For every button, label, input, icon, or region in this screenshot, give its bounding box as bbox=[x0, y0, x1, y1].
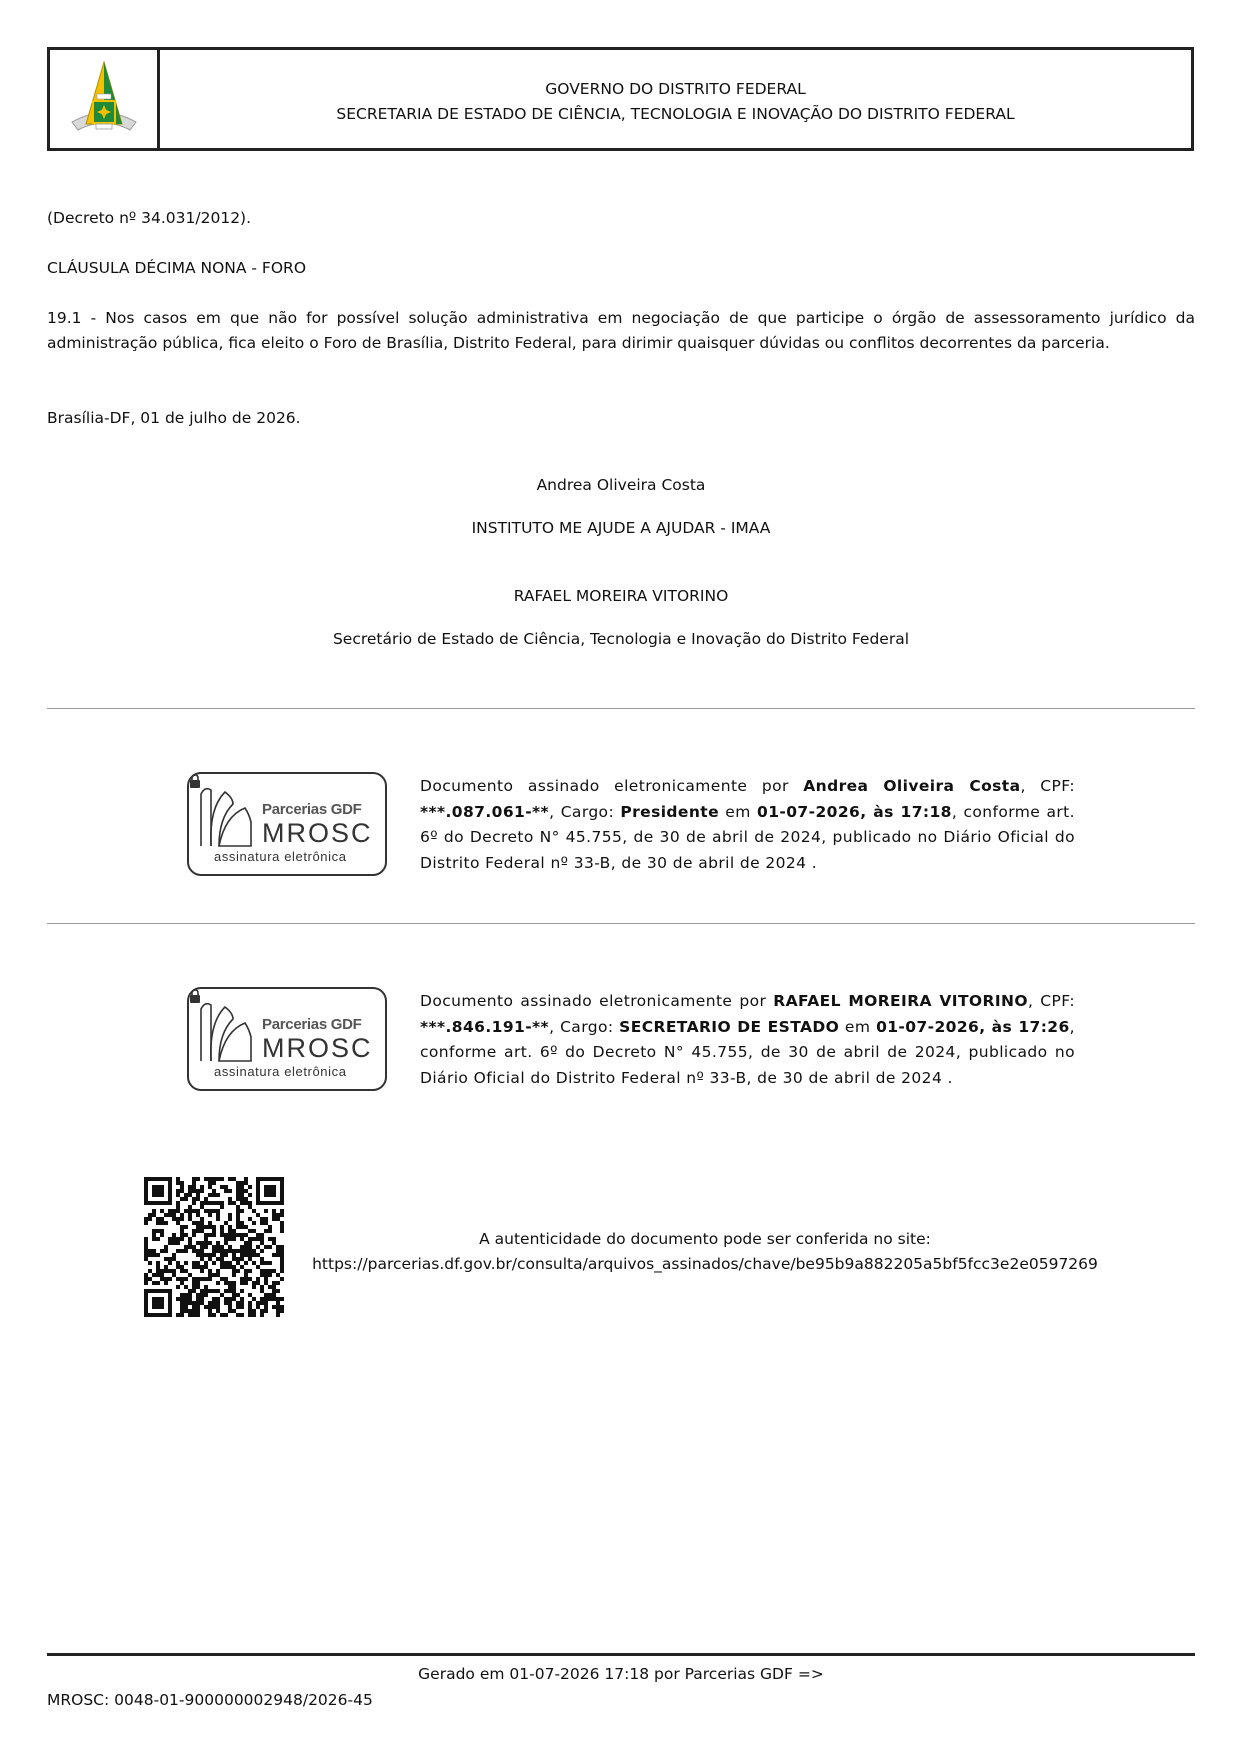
divider bbox=[47, 923, 1195, 924]
signature-datetime: 01-07-2026, às 17:18 bbox=[757, 802, 952, 821]
lock-icon bbox=[189, 989, 201, 1003]
qr-modules bbox=[144, 1177, 284, 1317]
qr-code-icon[interactable] bbox=[144, 1177, 284, 1317]
stamp-product: MROSC bbox=[262, 818, 373, 848]
footer-mrosc-id: MROSC: 0048-01-900000002948/2026-45 bbox=[47, 1691, 373, 1709]
signatory-1-entity: INSTITUTO ME AJUDE A AJUDAR - IMAA bbox=[471, 519, 771, 537]
divider bbox=[47, 708, 1195, 709]
stamp-product: MROSC bbox=[262, 1033, 373, 1063]
signature-datetime: 01-07-2026, às 17:26 bbox=[876, 1017, 1070, 1036]
signer-name: RAFAEL MOREIRA VITORINO bbox=[773, 992, 1028, 1010]
signature-2-text: Documento assinado eletronicamente por RAFAEL MOREIRA VITORINO, CPF: ***.846.191-**, Cargo: SECRETARIO DE ESTADO em 01-07-2026, às 17:26, conforme art. 6º do Decreto N° 45.755, de 30 de abril de 2024, publicado no Diário Oficial do Distrito Federal nº 33-B, de 30 de abril de 2024 . bbox=[420, 992, 1075, 1087]
mrosc-signature-stamp bbox=[187, 987, 387, 1091]
header-title bbox=[160, 50, 1191, 148]
signer-cpf: ***.846.191-** bbox=[420, 1017, 550, 1036]
stamp-brand: Parcerias GDF bbox=[262, 801, 362, 818]
stamp-subtitle: assinatura eletrônica bbox=[214, 1064, 347, 1079]
stamp-subtitle: assinatura eletrônica bbox=[214, 849, 347, 864]
signatory-1-name: Andrea Oliveira Costa bbox=[536, 476, 706, 494]
secretariat-name: SECRETARIA DE ESTADO DE CIÊNCIA, TECNOLOGIA E INOVAÇÃO DO DISTRITO FEDERAL bbox=[336, 105, 1015, 123]
signer-cpf: ***.087.061-** bbox=[420, 802, 550, 821]
logo-cell bbox=[50, 50, 160, 148]
authenticity-url[interactable]: https://parcerias.df.gov.br/consulta/arquivos_assinados/chave/be95b9a882205a5bf5fcc3e2e0597269 bbox=[312, 1255, 1098, 1273]
footer-generated: Gerado em 01-07-2026 17:18 por Parcerias GDF => bbox=[418, 1665, 824, 1683]
authenticity-text: A autenticidade do documento pode ser conferida no site: bbox=[479, 1230, 931, 1248]
footer-rule bbox=[47, 1653, 1195, 1656]
signer-role: Presidente bbox=[620, 802, 719, 821]
decree-reference: (Decreto nº 34.031/2012). bbox=[47, 209, 252, 227]
signatory-2-name: RAFAEL MOREIRA VITORINO bbox=[513, 587, 729, 605]
government-name: GOVERNO DO DISTRITO FEDERAL bbox=[545, 80, 806, 98]
place-date: Brasília-DF, 01 de julho de 2026. bbox=[47, 409, 301, 427]
clause-text: 19.1 - Nos casos em que não for possível solução administrativa em negociação de que participe o órgão de assessoramento jurídico da administração pública, fica eleito o Foro de Brasília, Distrito Federal, para dirimir quaisquer dúvidas ou conflitos decorrentes da parceria. bbox=[47, 309, 1195, 352]
signature-1-text: Documento assinado eletronicamente por Andrea Oliveira Costa, CPF: ***.087.061-**, Cargo: Presidente em 01-07-2026, às 17:18, conforme art. 6º do Decreto N° 45.755, de 30 de abril de 2024, publicado no Diário Oficial do Distrito Federal nº 33-B, de 30 de abril de 2024 . bbox=[420, 777, 1075, 872]
signer-name: Andrea Oliveira Costa bbox=[803, 777, 1021, 795]
clause-title: CLÁUSULA DÉCIMA NONA - FORO bbox=[47, 259, 307, 277]
mrosc-signature-stamp bbox=[187, 772, 387, 876]
stamp-brand: Parcerias GDF bbox=[262, 1016, 362, 1033]
signer-role: SECRETARIO DE ESTADO bbox=[619, 1017, 840, 1036]
document-header bbox=[47, 47, 1194, 151]
signatory-2-entity: Secretário de Estado de Ciência, Tecnologia e Inovação do Distrito Federal bbox=[332, 630, 910, 648]
lock-icon bbox=[189, 774, 201, 788]
gdf-emblem-icon bbox=[64, 56, 144, 142]
